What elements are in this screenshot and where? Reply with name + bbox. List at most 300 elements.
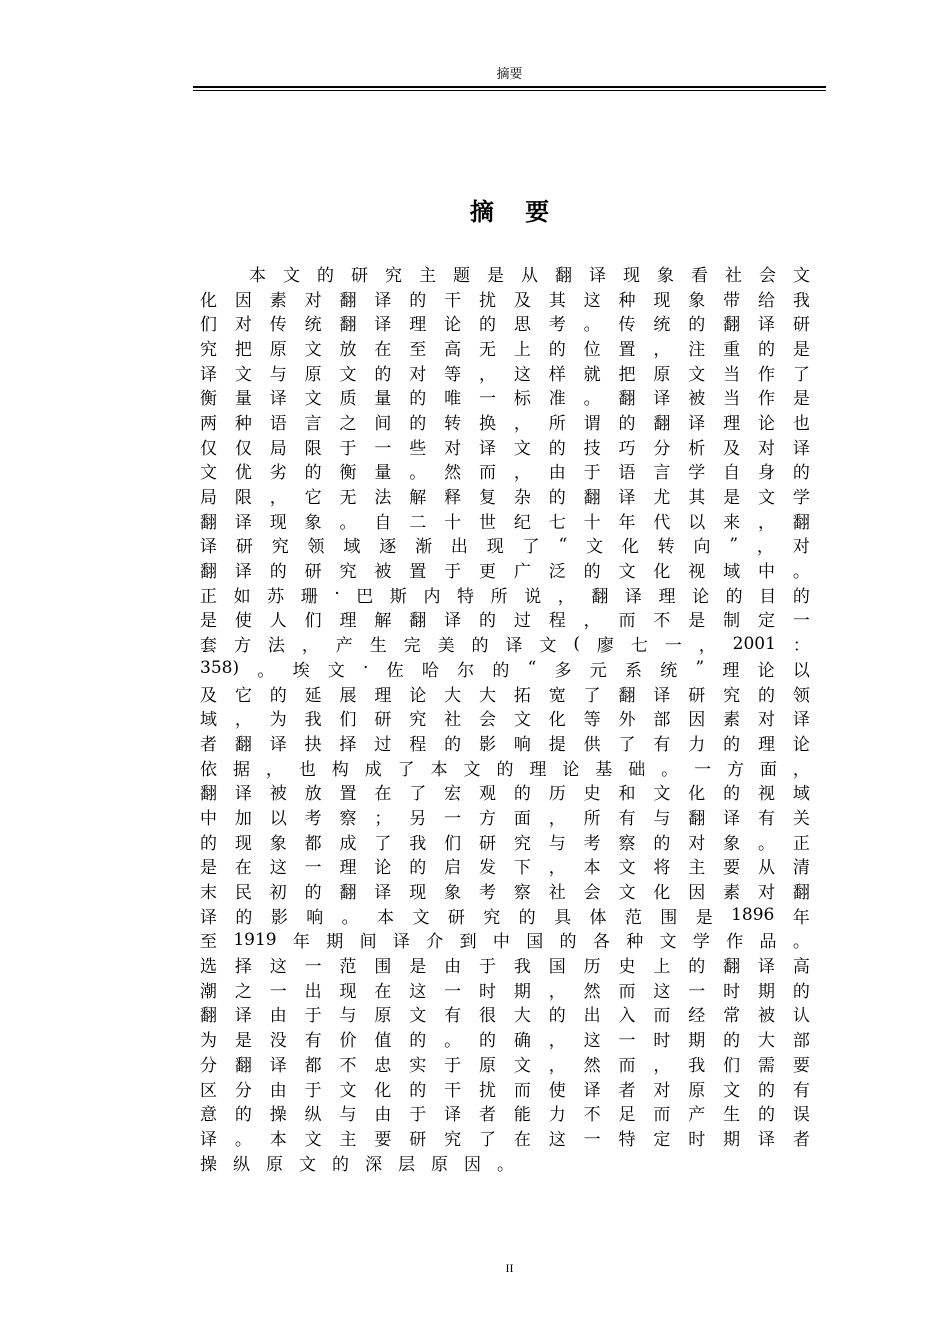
body-glyph: 翻 [792, 512, 810, 533]
body-glyph: 等 [583, 710, 601, 731]
body-glyph: 会 [479, 710, 496, 731]
body-glyph: 提 [548, 734, 566, 755]
body-glyph: 法 [267, 636, 285, 657]
body-line [200, 286, 810, 311]
body-glyph: 向 [693, 537, 711, 558]
body-glyph: 不 [583, 1105, 601, 1126]
body-glyph: 七 [630, 636, 648, 657]
body-glyph: 人 [269, 611, 287, 632]
body-glyph: 翻 [339, 290, 357, 311]
body-glyph: 时 [653, 1031, 671, 1052]
body-glyph: 于 [444, 1055, 462, 1076]
body-glyph: 对 [304, 290, 322, 311]
body-glyph: 象 [688, 290, 706, 311]
body-glyph: 之 [234, 981, 252, 1002]
body-glyph: 供 [583, 734, 601, 755]
body-glyph: 译 [269, 734, 287, 755]
body-glyph: 泛 [548, 562, 566, 583]
body-glyph: 宏 [444, 784, 462, 805]
body-line [200, 705, 810, 730]
body-glyph: 对 [688, 833, 706, 854]
body-glyph: 初 [269, 883, 287, 904]
body-glyph: 化 [548, 710, 566, 731]
body-glyph: 化 [688, 784, 706, 805]
body-glyph: ， [756, 537, 774, 558]
page-number: II [505, 1261, 514, 1275]
body-glyph: 说 [524, 586, 542, 607]
body-glyph: 译 [374, 883, 392, 904]
body-glyph: 转 [657, 537, 675, 558]
body-glyph: 作 [758, 364, 775, 385]
body-glyph: 更 [479, 562, 496, 583]
body-glyph: 论 [409, 685, 427, 706]
body-glyph: 具 [554, 907, 572, 928]
body-glyph: 过 [374, 734, 392, 755]
body-glyph: 历 [548, 784, 566, 805]
body-glyph: 我 [792, 290, 810, 311]
body-glyph: 这 [269, 858, 287, 879]
body-glyph: ， [513, 413, 531, 434]
body-glyph: 翻 [583, 488, 601, 509]
body-glyph: 品 [759, 932, 777, 953]
body-glyph: 象 [657, 265, 674, 286]
body-glyph: 特 [618, 1129, 636, 1150]
body-glyph: 理 [723, 413, 741, 434]
body-glyph: 正 [792, 833, 810, 854]
body-glyph: 对 [758, 438, 775, 459]
body-glyph: 这 [409, 981, 427, 1002]
body-glyph: 了 [409, 784, 427, 805]
body-glyph: 对 [653, 1080, 671, 1101]
body-glyph: 译 [688, 413, 706, 434]
body-glyph: 产 [335, 636, 353, 657]
body-glyph: 与 [653, 808, 671, 829]
body-glyph: 的 [409, 1080, 427, 1101]
body-glyph: 本 [249, 265, 266, 286]
body-glyph: 对 [758, 883, 775, 904]
body-glyph: 化 [653, 562, 671, 583]
body-glyph: 译 [392, 932, 410, 953]
body-glyph: 者 [792, 1129, 810, 1150]
body-glyph: 言 [653, 463, 671, 484]
body-glyph: 巴 [356, 586, 374, 607]
body-glyph: 的 [723, 784, 741, 805]
body-glyph: 它 [234, 685, 252, 706]
body-glyph: 在 [374, 981, 392, 1002]
body-line [200, 360, 810, 385]
body-glyph: 究 [271, 537, 289, 558]
body-glyph: 的 [492, 660, 510, 681]
body-glyph: 论 [374, 858, 392, 879]
body-glyph: ， [548, 858, 566, 879]
body-glyph: ， [548, 981, 566, 1002]
body-line [200, 483, 810, 508]
body-glyph: 文 [653, 784, 671, 805]
body-glyph: 对 [758, 710, 775, 731]
body-glyph: 代 [653, 512, 671, 533]
body-glyph: 译 [758, 1129, 775, 1150]
body-glyph: 主 [419, 265, 436, 286]
body-glyph: 。 [257, 660, 275, 681]
body-glyph: 从 [758, 858, 775, 879]
body-glyph: 学 [692, 932, 710, 953]
body-glyph: 哈 [421, 660, 439, 681]
body-glyph: 文 [327, 660, 345, 681]
body-glyph: 民 [234, 883, 252, 904]
body-glyph: 在 [374, 339, 392, 360]
header-rule-thin [193, 90, 826, 91]
body-glyph: 们 [200, 315, 217, 336]
body-glyph: 于 [479, 957, 496, 978]
body-glyph: 传 [269, 315, 287, 336]
body-glyph: “ [527, 658, 537, 679]
body-glyph: 理 [529, 759, 547, 780]
body-glyph: 论 [444, 315, 462, 336]
body-glyph: 价 [339, 1031, 357, 1052]
body-glyph: 翻 [591, 586, 609, 607]
body-glyph: 和 [618, 784, 636, 805]
body-glyph: 础 [628, 759, 646, 780]
body-glyph: 一 [694, 759, 712, 780]
body-glyph: 视 [688, 562, 706, 583]
body-glyph: 究 [723, 685, 741, 706]
body-glyph: “ [558, 534, 568, 555]
body-glyph: 生 [723, 1105, 741, 1126]
body-glyph: 研 [479, 833, 496, 854]
body-glyph: 纪 [513, 512, 531, 533]
body-glyph: 一 [304, 957, 322, 978]
body-glyph: 然 [583, 981, 601, 1002]
body-glyph: 的 [374, 364, 392, 385]
body-glyph: 巧 [618, 438, 636, 459]
body-glyph: 翻 [234, 1055, 252, 1076]
body-glyph: 围 [374, 957, 392, 978]
body-glyph: 上 [653, 957, 671, 978]
body-glyph: 理 [758, 734, 775, 755]
body-glyph: 干 [444, 1080, 462, 1101]
body-glyph: 。 [758, 833, 775, 854]
body-line [200, 582, 810, 607]
body-glyph: 社 [725, 265, 742, 286]
body-glyph: 文 [304, 389, 322, 410]
body-glyph: 的 [688, 957, 706, 978]
body-glyph: ， [548, 1055, 566, 1076]
body-glyph: 理 [722, 660, 740, 681]
body-glyph: 择 [339, 734, 357, 755]
body-glyph: 是 [792, 389, 810, 410]
body-glyph: 究 [483, 907, 501, 928]
body-line [200, 952, 810, 977]
body-glyph: 范 [624, 907, 642, 928]
body-glyph: 操 [200, 1154, 217, 1175]
body-glyph: 。 [234, 1129, 252, 1150]
body-glyph: 没 [269, 1031, 287, 1052]
body-glyph: 置 [409, 562, 427, 583]
body-glyph: 于 [304, 1006, 322, 1027]
body-glyph: 的 [304, 883, 322, 904]
body-glyph: 十 [444, 512, 462, 533]
body-glyph: 翻 [339, 883, 357, 904]
body-glyph: 美 [437, 636, 455, 657]
body-glyph: 依 [200, 759, 217, 780]
abstract-body [200, 261, 810, 1174]
body-glyph: 于 [583, 463, 601, 484]
body-glyph: 言 [304, 413, 322, 434]
body-glyph: 这 [583, 290, 601, 311]
body-glyph: 一 [374, 438, 392, 459]
body-glyph: 化 [374, 1080, 392, 1101]
body-glyph: 择 [234, 957, 252, 978]
body-glyph: 的 [234, 1105, 252, 1126]
body-glyph: 展 [339, 685, 357, 706]
body-glyph: 们 [339, 710, 357, 731]
body-glyph: 域 [792, 784, 810, 805]
body-glyph: 于 [339, 438, 357, 459]
body-glyph: 分 [234, 1080, 252, 1101]
body-glyph: 理 [409, 315, 427, 336]
body-glyph: 的 [444, 734, 462, 755]
body-glyph: 不 [339, 1055, 357, 1076]
body-glyph: 题 [453, 265, 470, 286]
body-line [200, 261, 810, 286]
body-glyph: 的 [792, 981, 810, 1002]
body-glyph: 史 [618, 957, 636, 978]
body-glyph: 出 [583, 1006, 601, 1027]
body-glyph: 转 [444, 413, 462, 434]
body-glyph: · [363, 658, 369, 679]
body-glyph: 局 [200, 488, 217, 509]
body-glyph: 统 [660, 660, 678, 681]
body-glyph: 于 [409, 1105, 427, 1126]
body-glyph: 之 [339, 413, 357, 434]
body-glyph: 局 [269, 438, 287, 459]
body-glyph: 领 [792, 685, 810, 706]
body-glyph: ， [479, 364, 496, 385]
body-line [200, 310, 810, 335]
body-glyph: 无 [479, 339, 496, 360]
body-glyph: 元 [589, 660, 607, 681]
body-glyph: 对 [444, 438, 462, 459]
body-glyph: 究 [339, 562, 357, 583]
body-glyph: 翻 [653, 413, 671, 434]
body-glyph: 这 [583, 1031, 601, 1052]
body-glyph: 社 [444, 710, 462, 731]
body-glyph: 翻 [618, 685, 636, 706]
abstract-title: 摘要 [469, 198, 581, 226]
body-glyph: 衡 [200, 389, 217, 410]
body-glyph: 在 [513, 1129, 531, 1150]
body-glyph: · [334, 584, 340, 605]
body-glyph: 误 [792, 1105, 810, 1126]
body-glyph: ， [557, 586, 575, 607]
body-glyph: 研 [374, 710, 392, 731]
body-glyph: 一 [583, 1129, 601, 1150]
body-glyph: 为 [200, 1031, 217, 1052]
body-line [200, 878, 810, 903]
body-glyph: 被 [269, 784, 287, 805]
body-glyph: 1896 [731, 905, 775, 926]
body-glyph: ” [729, 534, 739, 555]
body-glyph: 扰 [479, 290, 496, 311]
body-glyph: 宽 [548, 685, 566, 706]
body-glyph: 准 [548, 389, 566, 410]
body-glyph: 译 [200, 364, 217, 385]
body-glyph: 这 [653, 981, 671, 1002]
body-glyph: 的 [471, 636, 489, 657]
body-glyph: 而 [618, 1055, 636, 1076]
body-glyph: 基 [595, 759, 613, 780]
body-glyph: 范 [339, 957, 357, 978]
body-glyph: 而 [618, 981, 636, 1002]
running-header: 摘要 [496, 67, 523, 82]
body-glyph: 翻 [234, 734, 252, 755]
body-glyph: 译 [505, 636, 523, 657]
body-glyph: 也 [298, 759, 316, 780]
body-glyph: 对 [409, 364, 427, 385]
body-glyph: 的 [792, 463, 810, 484]
body-glyph: 因 [688, 883, 706, 904]
body-glyph: 的 [723, 1031, 741, 1052]
body-glyph: 我 [304, 710, 322, 731]
body-glyph: 仅 [200, 438, 217, 459]
body-glyph: ， [653, 1055, 671, 1076]
body-glyph: 域 [343, 537, 361, 558]
body-glyph: 上 [513, 339, 531, 360]
body-glyph: 逐 [379, 537, 397, 558]
body-glyph: 是 [200, 858, 217, 879]
body-glyph: 学 [688, 463, 706, 484]
body-glyph: 外 [618, 710, 636, 731]
body-glyph: 象 [723, 833, 741, 854]
body-glyph: 的 [548, 438, 566, 459]
body-glyph: 的 [513, 784, 531, 805]
body-glyph: 中 [492, 932, 510, 953]
body-glyph: 文 [585, 537, 603, 558]
body-line [200, 1002, 810, 1027]
body-glyph: 。 [339, 512, 357, 533]
body-line [200, 779, 810, 804]
body-glyph: 领 [307, 537, 325, 558]
body-glyph: 考 [479, 883, 496, 904]
body-glyph: 我 [513, 957, 531, 978]
body-glyph: 影 [270, 907, 288, 928]
body-glyph: 象 [269, 833, 287, 854]
body-glyph: 程 [409, 734, 427, 755]
body-glyph: 现 [653, 290, 671, 311]
body-glyph: 方 [233, 636, 251, 657]
body-glyph: 将 [653, 858, 671, 879]
body-glyph: ， [265, 759, 283, 780]
body-glyph: 译 [234, 1006, 252, 1027]
body-glyph: 们 [444, 833, 462, 854]
body-glyph: 而 [653, 1105, 671, 1126]
body-glyph: 限 [304, 438, 322, 459]
body-glyph: 十 [583, 512, 601, 533]
body-glyph: 现 [234, 833, 252, 854]
body-glyph: 干 [444, 290, 462, 311]
body-glyph: 译 [624, 586, 642, 607]
body-glyph: 文 [513, 710, 531, 731]
body-glyph: 介 [426, 932, 444, 953]
body-glyph: 本 [583, 858, 601, 879]
body-glyph: 文 [412, 907, 430, 928]
body-glyph: 象 [444, 883, 462, 904]
body-glyph: 年 [792, 907, 810, 928]
body-glyph: 二 [409, 512, 427, 533]
body-glyph: 释 [444, 488, 462, 509]
body-glyph: 文 [723, 1080, 741, 1101]
body-glyph: 翻 [618, 389, 636, 410]
body-glyph: 分 [200, 1055, 217, 1076]
body-glyph: 面 [759, 759, 777, 780]
body-glyph: 文 [304, 339, 322, 360]
body-glyph: 译 [200, 537, 217, 558]
body-glyph: 这 [269, 957, 287, 978]
body-glyph: 其 [548, 290, 566, 311]
body-glyph: 是 [234, 1031, 252, 1052]
body-glyph: 期 [758, 981, 775, 1002]
body-line [200, 829, 810, 854]
body-glyph: 素 [723, 710, 741, 731]
body-glyph: 出 [450, 537, 468, 558]
body-glyph: 的 [725, 586, 743, 607]
body-glyph: 因 [464, 1154, 481, 1175]
body-glyph: 量 [234, 389, 252, 410]
body-glyph: 文 [618, 883, 636, 904]
body-line [200, 434, 810, 459]
body-glyph: 素 [269, 290, 287, 311]
body-glyph: 及 [513, 290, 531, 311]
body-glyph: ， [653, 339, 671, 360]
body-glyph: ， [234, 710, 252, 731]
body-glyph: 的 [653, 833, 671, 854]
body-line [200, 656, 810, 681]
body-glyph: 现 [486, 537, 504, 558]
body-line [200, 533, 810, 558]
body-glyph: 所 [548, 413, 566, 434]
body-glyph: 常 [723, 1006, 741, 1027]
body-glyph: 种 [618, 290, 636, 311]
body-glyph: 谓 [583, 413, 601, 434]
body-glyph: 由 [269, 1080, 287, 1101]
body-glyph: 传 [618, 315, 636, 336]
body-glyph: 我 [688, 1055, 706, 1076]
body-glyph: 标 [513, 389, 531, 410]
body-glyph: 的 [618, 413, 636, 434]
body-glyph: 意 [200, 1105, 217, 1126]
body-glyph: 廖 [596, 636, 614, 657]
body-glyph: 由 [374, 1105, 392, 1126]
body-glyph: 一 [479, 389, 496, 410]
body-glyph: 另 [409, 808, 427, 829]
body-glyph: 被 [374, 562, 392, 583]
body-glyph: 部 [792, 1031, 810, 1052]
body-glyph: 使 [548, 1080, 566, 1101]
body-glyph: 有 [758, 808, 775, 829]
body-glyph: 考 [583, 833, 601, 854]
body-glyph: 思 [513, 315, 531, 336]
body-glyph: 实 [409, 1055, 427, 1076]
body-glyph: 广 [513, 562, 531, 583]
body-glyph: 译 [234, 562, 252, 583]
body-glyph: 大 [444, 685, 462, 706]
body-glyph: 的 [269, 685, 287, 706]
body-glyph: 然 [444, 463, 462, 484]
body-glyph: 于 [304, 1080, 322, 1101]
body-glyph: 主 [688, 858, 706, 879]
body-glyph: 翻 [555, 265, 572, 286]
body-glyph: ， [269, 488, 287, 509]
